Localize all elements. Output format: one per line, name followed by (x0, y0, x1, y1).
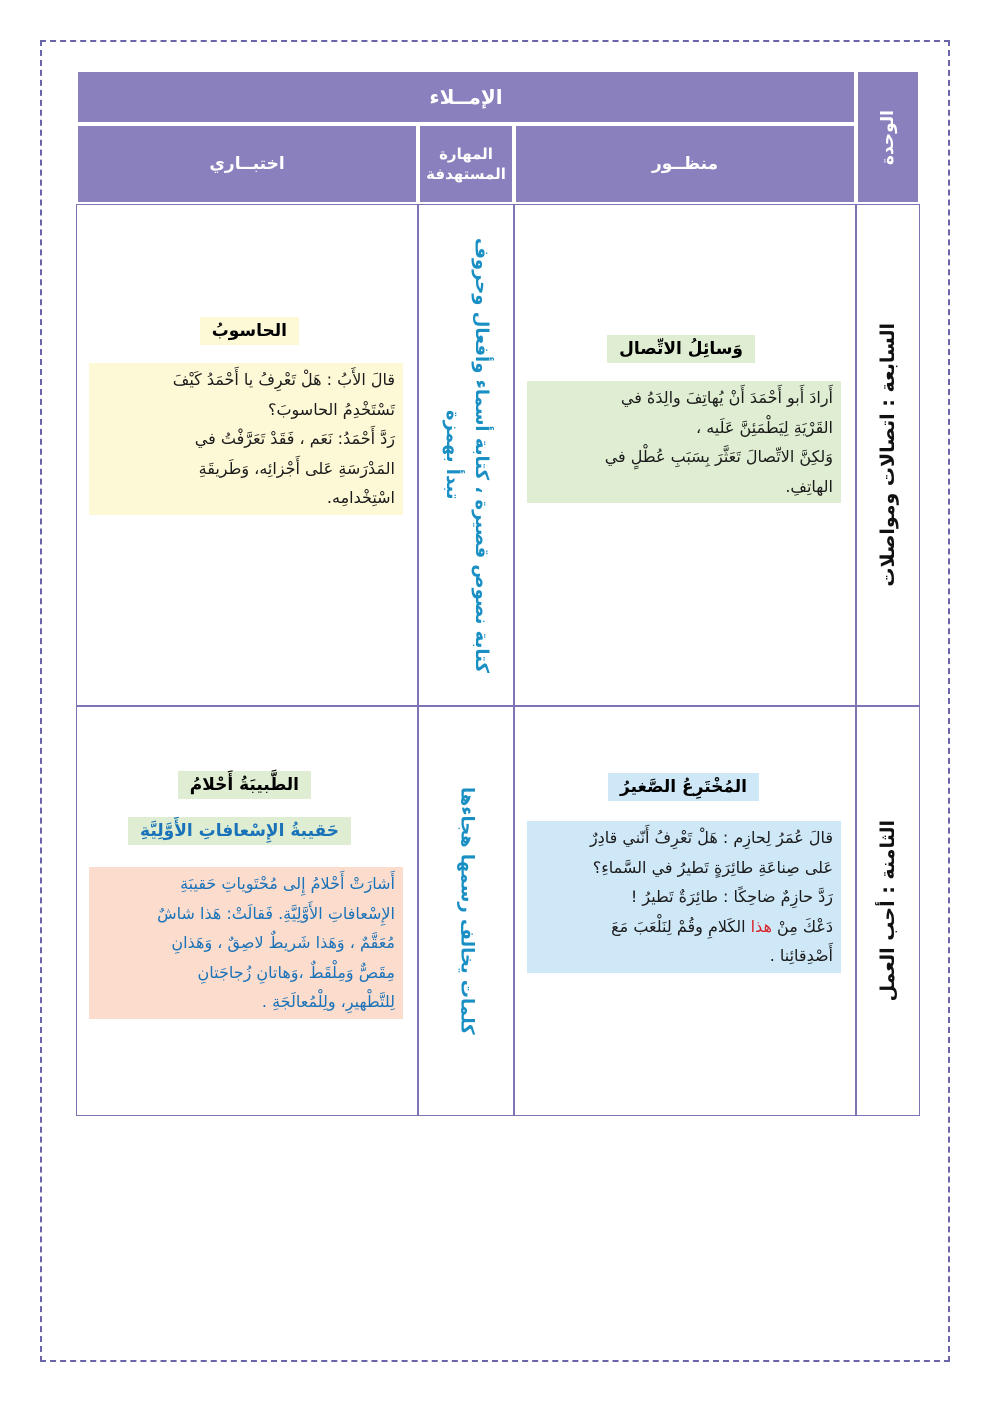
test-title: الطَّبيبَةُ أَحْلامُ (178, 771, 311, 799)
test-subtitle: حَقيبةُ الإِسْعافاتِ الأَوَّلِيَّةِ (128, 817, 351, 845)
text-line: الإِسْعافاتِ الأَوَّلِيَّةِ. فَقالَتْ: هَذا شاشٌ (157, 903, 395, 923)
manzur-column-header (514, 124, 856, 204)
skill-cell-row1 (418, 204, 514, 706)
manzur-title: المُخْتَرِعُ الصَّغيرُ (608, 773, 759, 801)
skill-text: كتابة نصوص قصيرة ، كتابة أسماء وأفعال وحروف تبدأ بهمزة (442, 237, 492, 673)
text-line: القَرْيَةِ لِيَطْمَئِنَّ عَلَيه ، (695, 417, 833, 437)
unit-name: السابعة : اتصالات ومواصلات (877, 323, 899, 587)
skill-column-header (418, 124, 514, 204)
test-title: الحاسوبُ (200, 317, 299, 345)
table-title-text: الإمــلاء (429, 85, 503, 109)
text-line: المَدْرَسَةِ عَلى أَجْزائِه، وَطَريقَةِ (198, 458, 395, 478)
skill-text: كلمات يخالف رسمها هجاءها (456, 787, 478, 1035)
manzur-paragraph (527, 821, 841, 973)
test-column-header (76, 124, 418, 204)
test-paragraph (89, 867, 403, 1019)
skill-cell-row2 (418, 706, 514, 1116)
skill-header-line2: المستهدفة (426, 165, 506, 183)
test-cell-row1 (76, 204, 418, 706)
text-line: رَدَّ أَحْمَدُ: نَعَم ، فَقَدْ تَعَرَّفْتُ في (194, 429, 395, 449)
text-line: قالَ عُمَرُ لِحازِم : هَلْ تَعْرِفُ أَنّني قادِرٌ (589, 828, 833, 847)
highlighted-word: هذا (750, 916, 772, 936)
manzur-paragraph (527, 381, 841, 503)
text-line: أَصْدِقائِنا . (769, 946, 833, 966)
text-line: الهاتِفِ. (785, 476, 833, 496)
text-line: تَسْتَخْدِمُ الحاسوبَ؟ (267, 399, 395, 419)
text-line: عَلى صِناعَةِ طائِرَةٍ تَطيرُ في السَّماءِ؟ (592, 857, 833, 877)
text-line: دَعْكَ مِنْ هذا الكَلامِ وقُمْ لِنَلْعَبَ مَعَ (611, 916, 833, 936)
manzur-title: وَسائِلُ الاتِّصال (607, 335, 755, 363)
test-cell-row2 (76, 706, 418, 1116)
manzur-cell-row2 (514, 706, 856, 1116)
unit-cell-row2 (856, 706, 920, 1116)
text-line: اسْتِخْدامِه. (326, 488, 395, 508)
dictation-table (76, 70, 920, 1116)
text-line: مِقَصٌّ وَمِلْقَطٌ ،وَهاتانِ زُجاجَتانِ (197, 962, 395, 982)
manzur-cell-row1 (514, 204, 856, 706)
text-line: أَشارَتْ أَحْلامُ إِلى مُحْتَوياتِ حَقيبَةِ (180, 874, 395, 893)
table-title (76, 70, 856, 124)
text-line: رَدَّ حازِمٌ ضاحِكًا : طائِرَةٌ تَطيرُ ! (630, 887, 833, 907)
text-line: قالَ الأَبُ : هَلْ تَعْرِفُ يا أَحْمَدُ كَيْفَ (172, 370, 395, 389)
test-paragraph (89, 363, 403, 515)
skill-header-line1: المهارة (439, 144, 493, 163)
manzur-header-label: منظــور (651, 154, 719, 174)
unit-column-header (856, 70, 920, 204)
text-line: وَلكِنَّ الاتِّصالَ تَعَثَّرَ بِسَبَبِ عُطْلٍ في (604, 447, 833, 467)
unit-cell-row1 (856, 204, 920, 706)
text-line: أَرادَ أَبو أَحْمَدَ أَنْ يُهاتِفَ والِدَهُ في (620, 388, 833, 407)
unit-name: الثامنة : أحب العمل (877, 820, 899, 1002)
text-line: مُعَقَّمٌ ، وَهَذا شَريطٌ لاصِقٌ ، وَهَذانِ (171, 933, 395, 953)
unit-header-label: الوحدة (878, 109, 898, 165)
text-line: لِلتَّطْهيرِ، ولِلْمُعالَجَةِ . (261, 992, 395, 1012)
test-header-label: اختبــاري (209, 154, 285, 174)
